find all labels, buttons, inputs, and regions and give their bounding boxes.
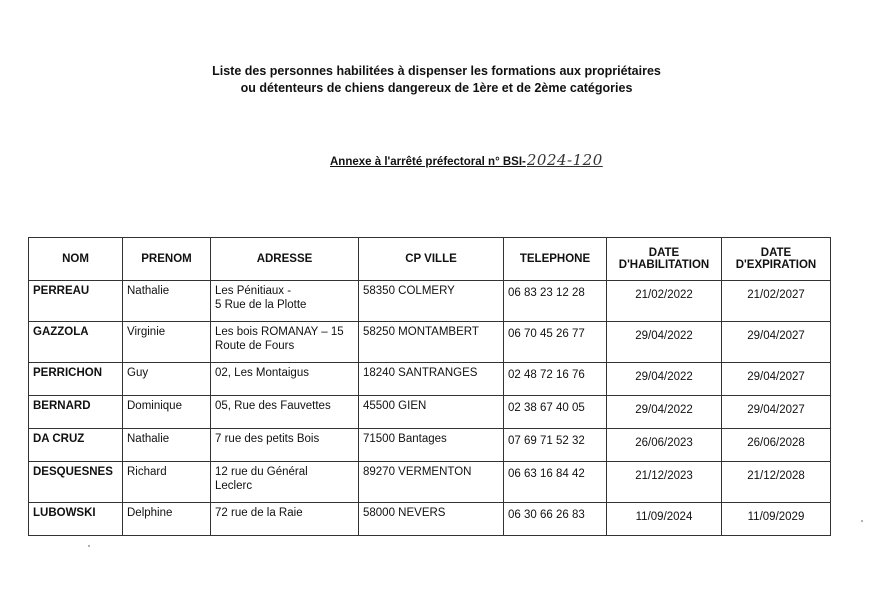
cell-telephone: 07 69 71 52 32: [504, 429, 607, 462]
header-cp-ville: CP VILLE: [359, 238, 504, 281]
cell-cp-ville: 18240 SANTRANGES: [359, 363, 504, 396]
cell-date-expiration: 21/12/2028: [722, 462, 831, 503]
table-row: [29, 281, 831, 322]
cell-telephone: 02 48 72 16 76: [504, 363, 607, 396]
cell-nom: DA CRUZ: [29, 429, 123, 462]
cell-nom: BERNARD: [29, 396, 123, 429]
annex-reference: [330, 151, 603, 169]
cell-adresse: [211, 322, 359, 363]
cell-date-habilitation: 29/04/2022: [607, 396, 722, 429]
table-row: [29, 462, 831, 503]
cell-adresse: 72 rue de la Raie: [211, 503, 359, 536]
adresse-line-2: Leclerc: [215, 480, 253, 492]
header-date-habilitation: [607, 238, 722, 281]
cell-cp-ville: 58250 MONTAMBERT: [359, 322, 504, 363]
cell-cp-ville: 89270 VERMENTON: [359, 462, 504, 503]
cell-date-expiration: 26/06/2028: [722, 429, 831, 462]
cell-nom: PERRICHON: [29, 363, 123, 396]
header-date-habilitation-line-2: D'HABILITATION: [618, 259, 710, 271]
cell-telephone: 02 38 67 40 05: [504, 396, 607, 429]
cell-cp-ville: 71500 Bantages: [359, 429, 504, 462]
header-date-expiration: [722, 238, 831, 281]
cell-nom: DESQUESNES: [29, 462, 123, 503]
cell-nom: GAZZOLA: [29, 322, 123, 363]
cell-adresse: [211, 462, 359, 503]
adresse-line-2: 5 Rue de la Plotte: [215, 299, 307, 311]
cell-prenom: Nathalie: [123, 429, 211, 462]
cell-prenom: Dominique: [123, 396, 211, 429]
cell-telephone: 06 63 16 84 42: [504, 462, 607, 503]
cell-prenom: Richard: [123, 462, 211, 503]
cell-date-habilitation: 29/04/2022: [607, 322, 722, 363]
header-telephone: TELEPHONE: [504, 238, 607, 281]
adresse-line-1: 12 rue du Général: [215, 466, 308, 478]
cell-adresse: 7 rue des petits Bois: [211, 429, 359, 462]
cell-cp-ville: 58000 NEVERS: [359, 503, 504, 536]
cell-adresse: 02, Les Montaigus: [211, 363, 359, 396]
cell-cp-ville: 58350 COLMERY: [359, 281, 504, 322]
annex-handwritten-number: 2024-120: [526, 151, 603, 169]
cell-date-expiration: 21/02/2027: [722, 281, 831, 322]
cell-nom: LUBOWSKI: [29, 503, 123, 536]
cell-telephone: 06 30 66 26 83: [504, 503, 607, 536]
cell-date-expiration: 29/04/2027: [722, 396, 831, 429]
document-title: [0, 63, 873, 97]
header-date-expiration-line-2: D'EXPIRATION: [735, 259, 817, 271]
header-adresse: ADRESSE: [211, 238, 359, 281]
cell-date-habilitation: 26/06/2023: [607, 429, 722, 462]
cell-date-habilitation: 11/09/2024: [607, 503, 722, 536]
annex-prefix: Annexe à l'arrêté préfectoral n° BSI-: [330, 156, 526, 168]
cell-date-habilitation: 21/12/2023: [607, 462, 722, 503]
table-row: [29, 503, 831, 536]
table-row: [29, 363, 831, 396]
header-date-expiration-line-1: DATE: [760, 247, 792, 259]
cell-nom: PERREAU: [29, 281, 123, 322]
adresse-line-1: Les Pénitiaux -: [215, 285, 292, 297]
table-header-row: [29, 238, 831, 281]
cell-telephone: 06 83 23 12 28: [504, 281, 607, 322]
cell-prenom: Virginie: [123, 322, 211, 363]
header-nom: NOM: [29, 238, 123, 281]
adresse-line-1: Les bois ROMANAY – 15: [215, 326, 344, 338]
cell-date-expiration: 29/04/2027: [722, 322, 831, 363]
cell-prenom: Nathalie: [123, 281, 211, 322]
adresse-line-2: Route de Fours: [215, 340, 295, 352]
cell-date-expiration: 29/04/2027: [722, 363, 831, 396]
header-prenom: PRENOM: [123, 238, 211, 281]
scan-speck: [861, 520, 863, 522]
cell-date-habilitation: 29/04/2022: [607, 363, 722, 396]
cell-date-habilitation: 21/02/2022: [607, 281, 722, 322]
cell-adresse: [211, 281, 359, 322]
title-line-1: Liste des personnes habilitées à dispenser les formations aux propriétaires: [212, 64, 661, 78]
cell-prenom: Guy: [123, 363, 211, 396]
title-line-2: ou détenteurs de chiens dangereux de 1ère et de 2ème catégories: [240, 81, 633, 95]
table-row: [29, 396, 831, 429]
cell-prenom: Delphine: [123, 503, 211, 536]
cell-cp-ville: 45500 GIEN: [359, 396, 504, 429]
habilitation-table: [28, 237, 831, 536]
table-row: [29, 429, 831, 462]
scan-speck: [88, 545, 90, 547]
cell-telephone: 06 70 45 26 77: [504, 322, 607, 363]
cell-date-expiration: 11/09/2029: [722, 503, 831, 536]
header-date-habilitation-line-1: DATE: [648, 247, 680, 259]
cell-adresse: 05, Rue des Fauvettes: [211, 396, 359, 429]
table-row: [29, 322, 831, 363]
